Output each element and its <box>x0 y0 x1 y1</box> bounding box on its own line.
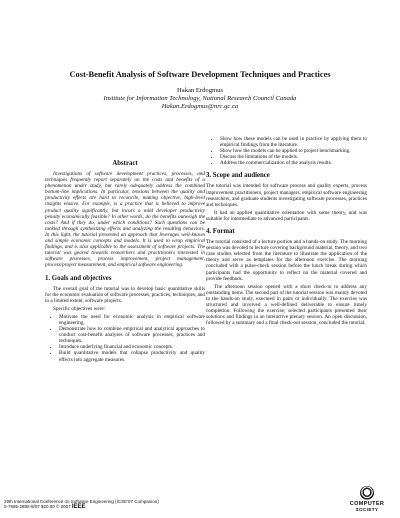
list-item: • Show how the models can be applied to project benchmarking. <box>220 148 367 154</box>
abstract-section <box>45 160 205 269</box>
author-name: Hakan Erdogmus <box>177 87 223 94</box>
section-format <box>206 228 367 326</box>
section-goals-lead: Specific objectives were: <box>53 305 106 312</box>
list-item: • Build quantitative models that collapse productivity and quality effects into aggregate measures. <box>59 350 205 362</box>
computer-society-emblem-icon <box>360 486 374 500</box>
list-item: • Motivate the need for economic analysis in empirical software engineering. <box>59 314 205 326</box>
ieee-logo: IEEE <box>71 503 86 510</box>
page-footer <box>4 499 159 510</box>
logo-line-2: SOCIETY <box>355 507 379 512</box>
list-item: • Address the commercialization of the analysis results. <box>220 160 367 166</box>
section-goals <box>45 275 205 363</box>
author-affiliation: Institute for Information Technology, National Research Council Canada <box>103 95 297 102</box>
paper-title: Cost-Benefit Analysis of Software Development Techniques and Practices <box>69 70 331 79</box>
conference-line: 29th International Conference on Software Engineering (ICSE'07 Companion) <box>4 498 159 504</box>
section-format-heading: 4. Format <box>206 228 235 236</box>
author-email[interactable]: Hakan.Erdogmus@nrc.gc.ca <box>161 103 239 110</box>
section-scope <box>206 172 367 222</box>
objectives-list-continued <box>206 136 367 166</box>
isbn-line: 0-7695-2892-9/07 $20.00 © 2007 <box>4 503 71 509</box>
list-item: • Introduce underlying financial and economic concepts. <box>59 344 205 350</box>
list-item: • Show how these models can be used in practice by applying them to empirical findings from the literature. <box>220 136 367 148</box>
section-goals-heading: 1. Goals and objectives <box>45 274 112 282</box>
abstract-text: Investigations of software development practices, processes, and techniques frequently report separately on the costs and benefits of a phenomenon under study, but rarely adequately address the combined bottom-line implications. In particular, tensions between the quality and productivity effects are hard to reconcile, making objective, high-level insights elusive. For example, is a practice that is believed to improve product quality significantly, but incurs a mild developer productivity penalty economically feasible? In other words, do the benefits outweigh the costs? And if they do, under which conditions? Such questions can be tackled through synthesizing effects and analyzing the resulting behaviors. In this light, the tutorial presented an approach that leverages well-known and simple economic concepts and models. It is used to wrap empirical findings, and is also applicable to the assessment of software projects. The tutorial was geared towards researchers and practitioners interested in software processes, process improvement, project management, process/project measurement, and empirical software engineering. <box>45 171 205 269</box>
section-scope-heading: 3. Scope and audience <box>206 172 270 180</box>
objectives-list <box>45 314 205 363</box>
left-column <box>45 160 205 365</box>
section-scope-paragraph: The tutorial was intended for software process and quality experts, process improvement practitioners, project managers, empirical software engineering researchers, and graduate students investigating software processes, practices and techniques. <box>206 183 367 208</box>
section-goals-paragraph: The overall goal of the tutorial was to develop basic quantitative skills for the economic evaluation of software processes, practices, techniques, and to a limited extent, software projects. <box>45 285 205 304</box>
logo-line-1: COMPUTER <box>349 501 385 507</box>
section-format-paragraph: The tutorial consisted of a lecture portion and a hands-on study. The morning session was devoted to lecture covering background material, theory, and two case studies selected from the literature to illustrate the application of the theory and serve as templates for the afternoon exercise. The morning concluded with a pulse-check session before the lunch break during which participants had the opportunity to reflect on the material covered and provide feedback. <box>206 239 368 282</box>
computer-society-logo <box>344 486 390 512</box>
right-column <box>206 136 367 328</box>
author-block <box>20 87 380 111</box>
section-scope-paragraph: It had an applied quantitative orientation with some theory, and was suitable for intermediate to advanced participants. <box>206 209 367 222</box>
section-format-paragraph: The afternoon session opened with a short check-in to address any outstanding items. The second part of the tutorial session was mainly devoted to the hands-on study, executed in pairs or individually. The exercise was structured and involved a well-defined deliverable to ensure timely completion. Following the exercise, selected participants presented their solutions and findings in an interactive plenary session. An open discussion, followed by a summary and a final check-out session, concluded the tutorial. <box>206 283 367 327</box>
list-item: • Demonstrate how to combine empirical and analytical approaches to conduct cost-benefit analyses of software processes, practices and techniques. <box>59 326 205 344</box>
list-item: • Discuss the limitations of the models. <box>220 154 367 160</box>
abstract-heading: Abstract <box>112 160 138 167</box>
